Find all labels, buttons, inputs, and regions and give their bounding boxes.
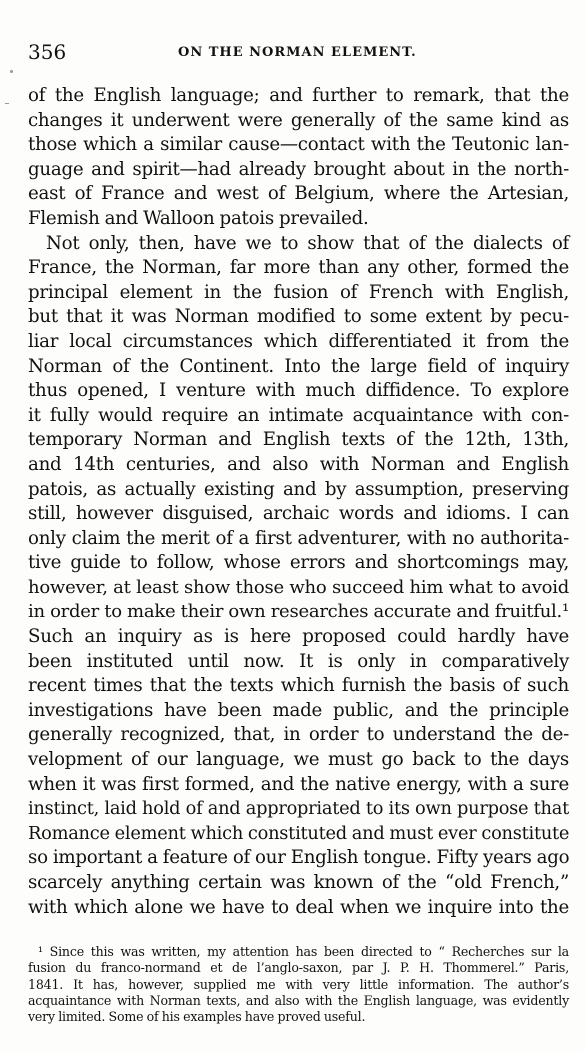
text-line: instinct, laid hold of and appropriated to its own purpose that [28, 798, 569, 820]
footnote-line: ¹ Since this was written, my attention has been directed to “ Recherches sur la [38, 944, 569, 959]
text-line: been instituted until now. It is only in comparatively [28, 650, 569, 672]
text-line: liar local circumstances which differentiated it from the [28, 330, 569, 352]
text-line: tive guide to follow, whose errors and shortcomings may, [28, 552, 569, 574]
text-line: France, the Norman, far more than any other, formed the [28, 257, 569, 279]
text-line: generally recognized, that, in order to understand the de- [28, 724, 569, 746]
paper-speck [10, 70, 13, 73]
text-line: guage and spirit—had already brought about in the north- [28, 158, 569, 180]
text-line: east of France and west of Belgium, where the Artesian, [28, 183, 569, 205]
footnote [28, 944, 569, 1025]
running-head: ON THE NORMAN ELEMENT. [178, 45, 417, 60]
footnote-line: acquaintance with Norman texts, and also with the English language, was evidently [28, 992, 569, 1008]
footnote-line: fusion du franco-normand et de l’anglo-saxon, par J. P. H. Thommerel.” Paris, [28, 960, 569, 976]
text-line: Not only, then, have we to show that of the dialects of [46, 232, 569, 254]
body-text [28, 84, 569, 920]
text-line: of the English language; and further to remark, that the [28, 85, 569, 106]
text-line: when it was first formed, and the native energy, with a sure [28, 773, 569, 795]
footnote-line: very limited. Some of his examples have proved useful. [28, 1009, 366, 1025]
text-line: those which a similar cause—contact with the Teutonic lan- [28, 134, 569, 156]
text-line: patois, as actually existing and by assumption, preserving [28, 478, 569, 500]
text-line: recent times that the texts which furnish the basis of such [28, 675, 569, 697]
text-line: changes it underwent were generally of the same kind as [28, 109, 569, 131]
text-line: Norman of the Continent. Into the large field of inquiry [28, 355, 569, 377]
text-line: it fully would require an intimate acquaintance with con- [28, 404, 569, 426]
text-line: however, at least show those who succeed him what to avoid [28, 576, 569, 598]
text-line: scarcely anything certain was known of the “old French,” [28, 872, 569, 893]
text-line: and 14th centuries, and also with Norman and English [28, 453, 569, 475]
text-line: principal element in the fusion of French with English, [28, 281, 569, 303]
text-line: still, however disguised, archaic words and idioms. I can [28, 503, 569, 525]
text-line: so important a feature of our English tongue. Fifty years ago [28, 847, 570, 869]
text-line: temporary Norman and English texts of the 12th, 13th, [28, 429, 569, 451]
text-line: Such an inquiry as is here proposed could hardly have [28, 626, 569, 648]
text-line: but that it was Norman modified to some extent by pecu- [28, 306, 569, 328]
text-line: in order to make their own researches accurate and fruitful.¹ [28, 601, 569, 623]
text-line: Romance element which constituted and must ever constitute [28, 822, 570, 844]
text-line: velopment of our language, we must go back to the days [28, 749, 569, 771]
text-line: investigations have been made public, and the principle [28, 699, 569, 721]
paper-speck [5, 103, 9, 104]
page-header [28, 40, 567, 66]
page-number: 356 [28, 40, 67, 64]
footnote-line: 1841. It has, however, supplied me with very little information. The author’s [28, 976, 569, 992]
text-line: thus opened, I venture with much diffidence. To explore [28, 380, 569, 402]
text-line: Flemish and Walloon patois prevailed. [28, 207, 369, 229]
text-line: with which alone we have to deal when we inquire into the [28, 896, 569, 918]
text-line: only claim the merit of a first adventurer, with no authorita- [28, 527, 569, 549]
